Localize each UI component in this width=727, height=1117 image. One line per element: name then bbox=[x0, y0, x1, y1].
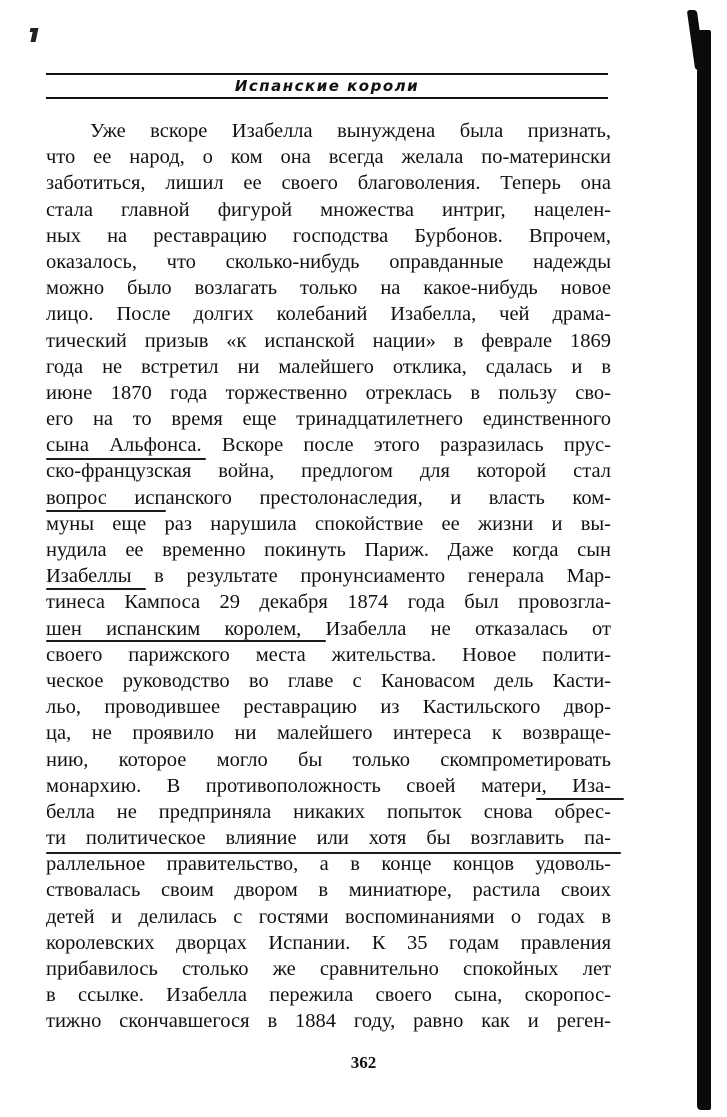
text-line: тинеса Кампоса 29 декабря 1874 года был провозгла- bbox=[46, 591, 611, 614]
header-rule-top bbox=[46, 73, 608, 75]
text-line: тижно скончавшегося в 1884 году, равно как и реген- bbox=[46, 1010, 611, 1033]
pen-underline bbox=[46, 458, 206, 460]
header-rule-bottom bbox=[46, 97, 608, 99]
text-line: раллельное правительство, а в конце концов удоволь- bbox=[46, 853, 611, 876]
pen-underline bbox=[46, 852, 621, 854]
corner-ink-mark bbox=[31, 28, 39, 42]
text-line: ных на реставрацию господства Бурбонов. Впрочем, bbox=[46, 224, 611, 247]
text-line: его на то время еще тринадцатилетнего единственного bbox=[46, 408, 611, 431]
text-line: года не встретил ни малейшего отклика, сдалась и в bbox=[46, 355, 611, 378]
text-line: Изабеллы в результате пронунсиаменто генерала Мар- bbox=[46, 565, 611, 588]
text-line: льо, проводившее реставрацию из Кастильского двор- bbox=[46, 696, 611, 719]
text-line: ца, не проявило ни малейшего интереса к возвраще- bbox=[46, 722, 611, 745]
text-line: шен испанским королем, Изабелла не отказалась от bbox=[46, 617, 611, 640]
page-number: 362 bbox=[350, 1053, 377, 1072]
text-line: в ссылке. Изабелла пережила своего сына, скоропос- bbox=[46, 984, 611, 1007]
text-line: заботиться, лишил ее своего благоволения. Теперь она bbox=[46, 172, 611, 195]
text-line: тический призыв «к испанской нации» в феврале 1869 bbox=[46, 329, 611, 352]
text-line: нудила ее временно покинуть Париж. Даже когда сын bbox=[46, 539, 611, 561]
text-line: ческое руководство во главе с Кановасом дель Касти- bbox=[46, 669, 611, 692]
text-line: муны еще раз нарушила спокойствие ее жизни и вы- bbox=[46, 512, 611, 535]
text-line: белла не предприняла никаких попыток снова обрес- bbox=[46, 800, 611, 823]
text-line: можно было возлагать только на какое-нибудь новое bbox=[46, 277, 611, 300]
text-line: ско-французская война, предлогом для которой стал bbox=[46, 460, 611, 483]
text-line: своего парижского места жительства. Новое полити- bbox=[46, 643, 611, 666]
pen-underline bbox=[536, 798, 624, 800]
text-line: что ее народ, о ком она всегда желала по-матерински bbox=[46, 146, 611, 169]
pen-underline bbox=[46, 640, 326, 642]
text-line: детей и делилась с гостями воспоминаниями о годах в bbox=[46, 905, 611, 928]
text-line: монархию. В противоположность своей матери, Иза- bbox=[46, 774, 611, 797]
text-line: стала главной фигурой множества интриг, нацелен- bbox=[46, 198, 611, 221]
text-line: июне 1870 года торжественно отреклась в пользу сво- bbox=[46, 381, 611, 404]
text-line: Уже вскоре Изабелла вынуждена была признать, bbox=[90, 120, 611, 142]
pen-underline bbox=[46, 510, 166, 512]
running-head: Испанские короли bbox=[234, 77, 420, 95]
pen-underline bbox=[46, 588, 146, 590]
text-line: сына Альфонса. Вскоре после этого разразилась прус- bbox=[46, 434, 611, 457]
text-line: лицо. После долгих колебаний Изабелла, чей драма- bbox=[46, 303, 611, 326]
text-line: вопрос испанского престолонаследия, и власть ком- bbox=[46, 486, 611, 509]
text-line: ти политическое влияние или хотя бы возглавить па- bbox=[46, 827, 611, 850]
text-line: ствовалась своим двором в миниатюре, растила своих bbox=[46, 879, 611, 902]
text-line: оказалось, что сколько-нибудь оправданные надежды bbox=[46, 250, 611, 273]
text-line: прибавилось столько же сравнительно спокойных лет bbox=[46, 958, 611, 980]
text-line: королевских дворцах Испании. К 35 годам правления bbox=[46, 931, 611, 954]
scan-shadow-edge bbox=[679, 0, 727, 1117]
text-line: нию, которое могло бы только скомпрометировать bbox=[46, 748, 611, 771]
body-text bbox=[46, 118, 611, 1035]
